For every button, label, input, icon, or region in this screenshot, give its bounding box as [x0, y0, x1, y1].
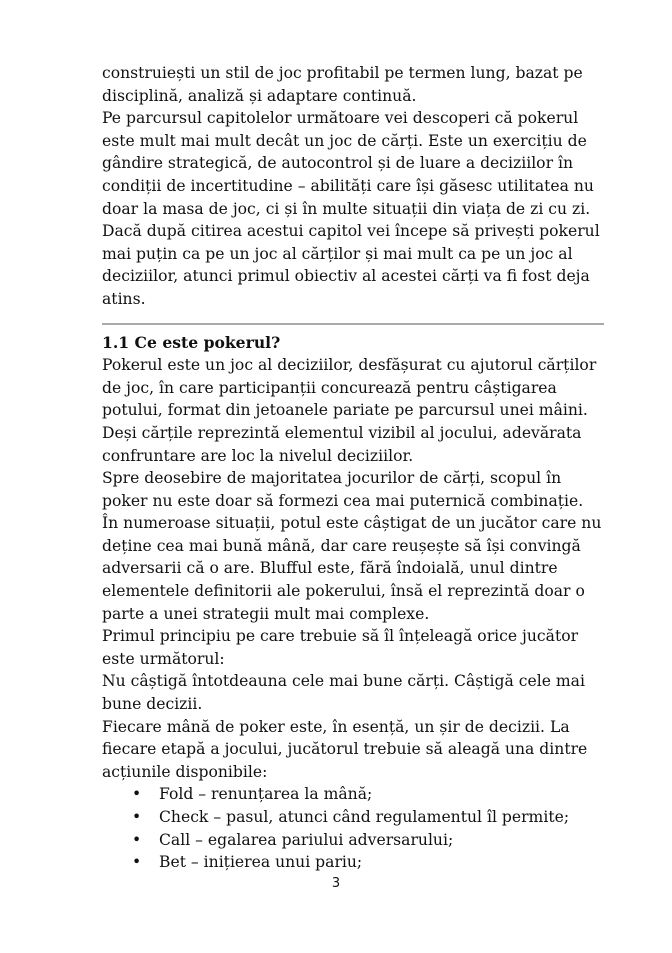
- list-item-call: • Call – egalarea pariului adversarului;: [132, 829, 602, 852]
- section-paragraph-4: Primul principiu pe care trebuie să îl înțeleagă orice jucător este următorul:: [102, 627, 579, 668]
- page-body: [102, 62, 602, 874]
- list-item-fold: • Fold – renunțarea la mână;: [132, 783, 602, 806]
- intro-paragraph-2: Pe parcursul capitolelor următoare vei descoperi că pokerul este mult mai mult decât un joc de cărți. Este un exercițiu de gândire strategică, de autocontrol și de luare a deciziilor în condiții de incertitudine – abilități care își găsesc utilitatea nu doar la masa de joc, ci și în multe situații din viața de zi cu zi.: [102, 109, 594, 218]
- section-heading: 1.1 Ce este pokerul?: [102, 332, 281, 352]
- intro-paragraph-3: Dacă după citirea acestui capitol vei începe să privești pokerul mai puțin ca pe un joc al cărților și mai mult ca pe un joc al deciziilor, atunci primul obiectiv al acestei cărți va fi fost deja atins.: [102, 222, 600, 308]
- section-paragraph-2: Deși cărțile reprezintă elementul vizibil al jocului, adevărata confruntare are loc la nivelul deciziilor.: [102, 423, 582, 465]
- list-item-bet: • Bet – inițierea unui pariu;: [132, 851, 602, 874]
- key-principle: Nu câștigă întotdeauna cele mai bune cărți. Câștigă cele mai bune decizii.: [102, 672, 585, 714]
- section-divider: [102, 323, 604, 325]
- section-paragraph-1: Pokerul este un joc al deciziilor, desfășurat cu ajutorul cărților de joc, în care participanții concurează pentru câștigarea potului, format din jetoanele pariate pe parcursul unei mâini.: [102, 356, 597, 420]
- intro-paragraph-1: construiești un stil de joc profitabil pe termen lung, bazat pe disciplină, analiză și adaptare continuă.: [102, 64, 583, 105]
- page-number: 3: [331, 876, 341, 891]
- list-item-check: • Check – pasul, atunci când regulamentul îl permite;: [132, 806, 602, 829]
- section-paragraph-6: Fiecare mână de poker este, în esență, un șir de decizii. La fiecare etapă a jocului, jucătorul trebuie să aleagă una dintre acțiunile disponibile:: [102, 717, 588, 781]
- section-paragraph-3: Spre deosebire de majoritatea jocurilor de cărți, scopul în poker nu este doar să formezi cea mai puternică combinație. În numeroase situații, potul este câștigat de un jucător care nu deține cea mai bună mână, dar care reușește să își convingă adversarii că o are. Blufful este, fără îndoială, unul dintre elementele definitorii ale pokerului, însă el reprezintă doar o parte a unei strategii mult mai complexe.: [102, 469, 602, 623]
- actions-list: [102, 783, 602, 873]
